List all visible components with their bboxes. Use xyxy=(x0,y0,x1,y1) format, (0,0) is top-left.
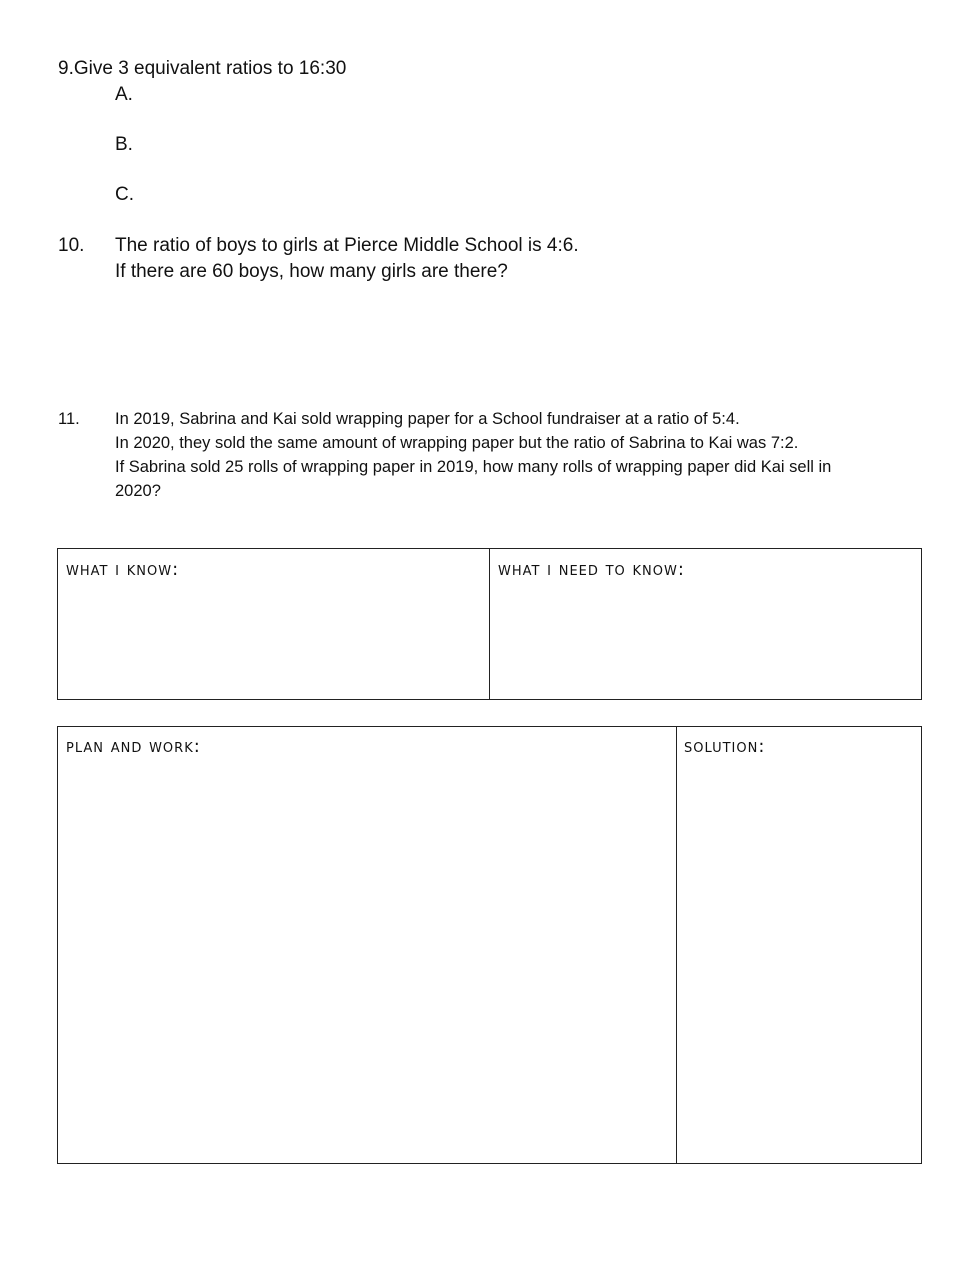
question-10-line-2: If there are 60 boys, how many girls are there? xyxy=(115,261,508,282)
what-i-know-label: what i know: xyxy=(66,559,180,580)
what-i-need-to-know-label: what i need to know: xyxy=(498,559,685,580)
question-9-prompt: 9.Give 3 equivalent ratios to 16:30 xyxy=(58,58,347,79)
question-10-number: 10. xyxy=(58,235,85,256)
answer-option-b-label: B. xyxy=(115,134,133,155)
question-11-line-1: In 2019, Sabrina and Kai sold wrapping paper for a School fundraiser at a ratio of 5:4. xyxy=(115,410,740,428)
know-need-divider xyxy=(489,549,490,699)
answer-option-c-label: C. xyxy=(115,184,134,205)
plan-and-work-label: plan and work: xyxy=(66,736,201,757)
plan-solution-table xyxy=(57,726,922,1164)
question-10-line-1: The ratio of boys to girls at Pierce Middle School is 4:6. xyxy=(115,235,579,256)
question-11-line-3: If Sabrina sold 25 rolls of wrapping paper in 2019, how many rolls of wrapping paper did Kai sell in xyxy=(115,458,832,476)
plan-solution-divider xyxy=(676,727,677,1163)
question-11-line-4: 2020? xyxy=(115,482,161,500)
know-need-table xyxy=(57,548,922,700)
question-11-number: 11. xyxy=(58,410,80,428)
answer-option-a-label: A. xyxy=(115,84,133,105)
solution-label: solution: xyxy=(684,736,766,757)
question-11-line-2: In 2020, they sold the same amount of wrapping paper but the ratio of Sabrina to Kai was 7:2. xyxy=(115,434,799,452)
